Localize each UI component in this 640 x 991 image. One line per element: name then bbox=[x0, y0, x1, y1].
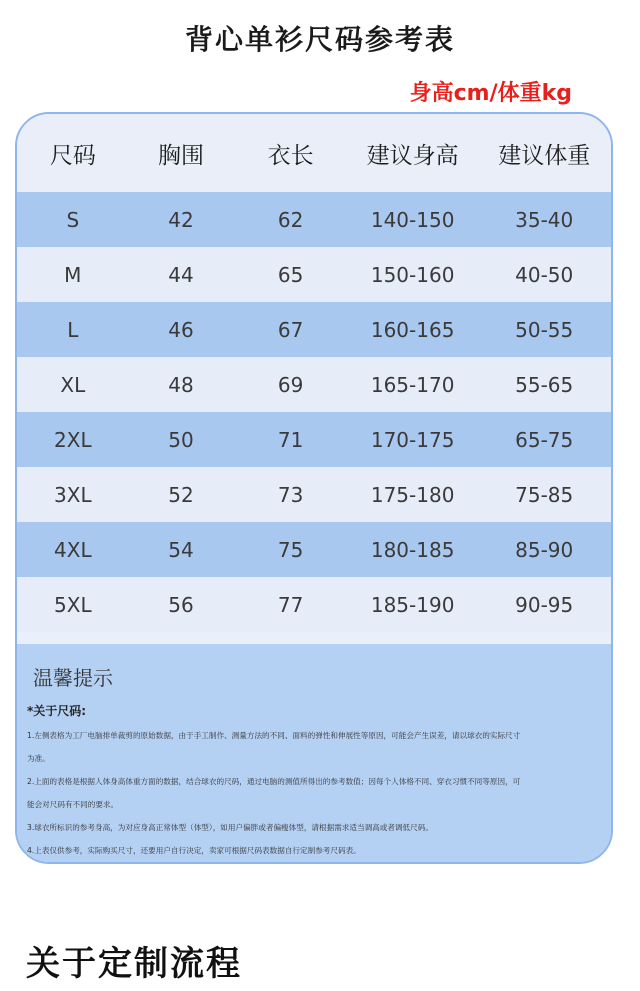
cell-length: 62 bbox=[277, 207, 304, 232]
cell-chest: 52 bbox=[168, 482, 194, 507]
cell-weight: 55-65 bbox=[515, 372, 574, 397]
header-size: 尺码 bbox=[49, 142, 96, 169]
cell-height: 180-185 bbox=[370, 537, 455, 562]
cell-length: 71 bbox=[277, 427, 304, 452]
cell-height: 165-170 bbox=[370, 372, 455, 397]
cell-chest: 48 bbox=[168, 372, 194, 397]
cell-length: 69 bbox=[277, 372, 304, 397]
cell-weight: 35-40 bbox=[515, 207, 574, 232]
header-length: 衣长 bbox=[267, 142, 314, 169]
cell-chest: 50 bbox=[168, 427, 194, 452]
tip-line: 为准。 bbox=[27, 754, 50, 763]
cell-weight: 85-90 bbox=[515, 537, 574, 562]
tip-line: 4.上表仅供参考，实际购买尺寸，还要用户自行决定，卖家可根据尺码表数据自行定制参考尺码表。 bbox=[27, 846, 361, 855]
cell-chest: 46 bbox=[168, 317, 194, 342]
cell-length: 73 bbox=[277, 482, 304, 507]
cell-size: L bbox=[67, 317, 79, 342]
cell-height: 140-150 bbox=[370, 207, 455, 232]
table-row bbox=[17, 357, 611, 412]
cell-weight: 40-50 bbox=[515, 262, 574, 287]
header-height: 建议身高 bbox=[366, 142, 459, 169]
size-chart-card bbox=[15, 112, 613, 864]
cell-length: 77 bbox=[277, 592, 304, 617]
cell-chest: 56 bbox=[168, 592, 194, 617]
cell-height: 150-160 bbox=[370, 262, 455, 287]
tip-line: 能会对尺码有不同的要求。 bbox=[27, 800, 119, 809]
cell-weight: 50-55 bbox=[515, 317, 574, 342]
table-row bbox=[17, 577, 611, 632]
cell-size: 4XL bbox=[54, 537, 92, 562]
tip-line: 3.球衣所标识的参考身高，为对应身高正常体型（体型），如用户偏胖或者偏瘦体型，请根据需求适当调高或者调低尺码。 bbox=[27, 823, 433, 832]
table-row bbox=[17, 302, 611, 357]
cell-length: 75 bbox=[277, 537, 304, 562]
cell-size: S bbox=[66, 207, 80, 232]
cell-weight: 75-85 bbox=[515, 482, 574, 507]
cell-length: 67 bbox=[277, 317, 304, 342]
cell-weight: 65-75 bbox=[515, 427, 574, 452]
tips-list bbox=[27, 724, 605, 862]
cell-height: 175-180 bbox=[370, 482, 455, 507]
table-row bbox=[17, 522, 611, 577]
tips-panel bbox=[17, 644, 611, 864]
table-row bbox=[17, 247, 611, 302]
page-title: 背心单衫尺码参考表 bbox=[184, 23, 455, 56]
cell-size: M bbox=[64, 262, 82, 287]
cell-size: 5XL bbox=[54, 592, 92, 617]
table-row bbox=[17, 467, 611, 522]
cell-chest: 54 bbox=[168, 537, 194, 562]
table-row bbox=[17, 192, 611, 247]
section-title: 关于定制流程 bbox=[26, 944, 242, 984]
unit-note: 身高cm/体重kg bbox=[409, 81, 572, 106]
table-body bbox=[17, 192, 611, 632]
cell-size: 3XL bbox=[54, 482, 92, 507]
tips-subtitle: *关于尺码: bbox=[27, 704, 87, 718]
tip-line: 2.上面的表格是根据人体身高体重方面的数据，结合球衣的尺码，通过电脑的测值所得出的参考数值；因每个人体格不同、穿衣习惯不同等原因，可 bbox=[27, 777, 521, 786]
cell-height: 170-175 bbox=[370, 427, 455, 452]
table-row bbox=[17, 412, 611, 467]
cell-size: 2XL bbox=[54, 427, 92, 452]
header-weight: 建议体重 bbox=[498, 142, 591, 169]
tips-title: 温馨提示 bbox=[33, 666, 113, 690]
header-chest: 胸围 bbox=[157, 142, 204, 169]
cell-height: 160-165 bbox=[370, 317, 455, 342]
cell-length: 65 bbox=[277, 262, 304, 287]
cell-height: 185-190 bbox=[370, 592, 455, 617]
cell-chest: 42 bbox=[168, 207, 194, 232]
cell-size: XL bbox=[60, 372, 86, 397]
cell-weight: 90-95 bbox=[515, 592, 574, 617]
table-header bbox=[17, 114, 611, 192]
cell-chest: 44 bbox=[168, 262, 194, 287]
tip-line: 1.左侧表格为工厂电脑排单裁剪的原始数据，由于手工制作、测量方法的不同、面料的弹性和伸展性等原因，可能会产生误差，请以球衣的实际尺寸 bbox=[27, 731, 521, 740]
